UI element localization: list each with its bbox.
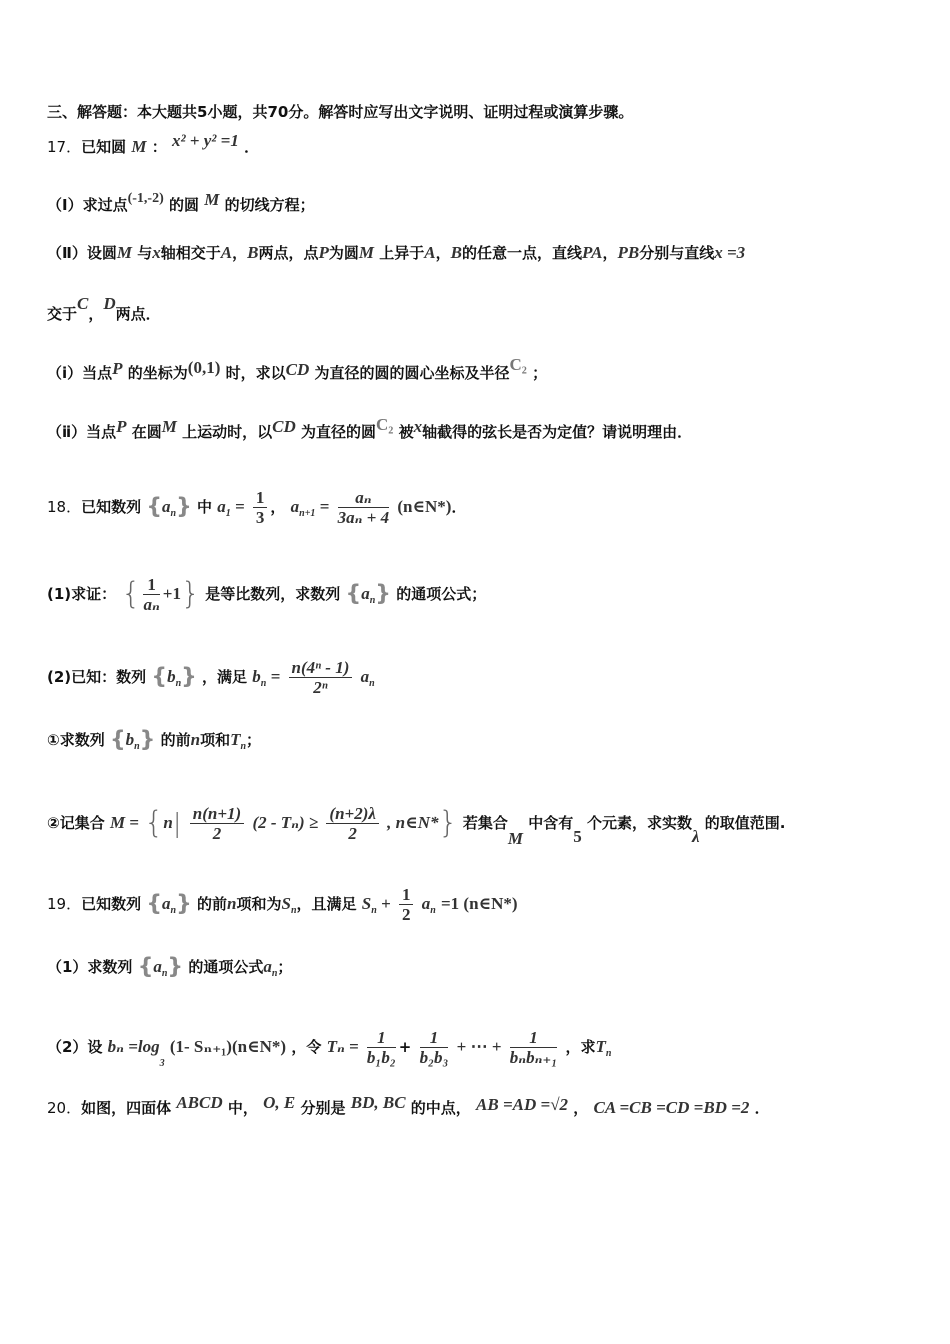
point: (-1,-2) [127,191,164,206]
q17-part2-cont: 交于C，D两点． [47,294,161,323]
q17-sub-ii: （ⅱ）当点P 在圆M 上运动时，以CD 为直径的圆C₂ 被x轴截得的弦长是否为定值？请说明理由． [47,415,693,441]
circle-name: M [131,137,147,156]
line-equation: x =3 [714,243,746,262]
q18-part2: (2)已知：数列 $\{b_n\}$ ，满足 $b_n$ = $\frac{\text{n(4ⁿ - 1)}}{\text{2ⁿ}}$ $a_n$ [47,658,375,697]
q17-part2: （Ⅱ）设圆M 与x轴相交于A，B两点，点P为圆M 上异于A，B的任意一点，直线PA，PB分别与直线x =3 [47,243,746,262]
question-number: 17． [47,138,82,156]
q17-sub-i: （ⅰ）当点P 的坐标为(0,1) 时，求以CD 为直径的圆的圆心坐标及半径C₂ ； [47,355,548,382]
q20-stem: 20．如图，四面体 ABCD 中， O, E 分别是 BD, BC 的中点， AB =AD =√2 ， CA =CB =CD =BD =2 ． [47,1093,770,1117]
q19-part2: （2）设 $b_n =\log_3$ (1- Sₙ₊₁)(n∈N*) ，令 Tₙ = $\frac{1}{\text{b₁b₂}}$ + $\frac{1}{\text{b₂b₃}}$ + ⋯ + $\frac{1}{\text{bₙbₙ₊₁}}$ ，求$T_n$ [47,1028,612,1069]
q18-stem: 18．已知数列 $\{a_n\}$ 中 $a_1$ = $\frac{1}{3}$ ， $a_{n+1}$ = $\frac{\text{aₙ}}{\text{3aₙ + 4}}$ (n∈N*)． [47,488,467,527]
q18-sub1: ①求数列 $\{b_n\}$ 的前n项和$T_n$； [47,727,262,753]
q17-stem: 17．已知圆 M ： x² + y² =1 ． [47,131,260,156]
q18-sub2: ②记集合 M = {n| $\frac{n(n+1)}{2}$ (2 - Tₙ) ≥ $\frac{(n+2)\lambda}{2}$ , n∈N*} 若集合M 中含有5 个元素，求实数λ 的取值范围. [47,804,786,848]
q18-part1: (1)求证： { $\frac{1}{\text{aₙ}}$ +1} 是等比数列，求数列 $\{a_n\}$ 的通项公式； [47,575,487,614]
circle-equation: x² + y² =1 [171,131,239,150]
section-header: 三、解答题：本大题共5小题，共70分。解答时应写出文字说明、证明过程或演算步骤。 [47,103,634,121]
q19-part1: （1）求数列 $\{a_n\}$ 的通项公式$a_n$； [47,954,293,980]
q19-stem: 19．已知数列 $\{a_n\}$ 的前n项和为$S_n$，且满足 $S_n$ + $\frac{1}{2}$ $a_n =1$ (n∈N*) [47,885,518,924]
q17-part1: （Ⅰ）求过点(-1,-2) 的圆 M 的切线方程； [47,190,315,214]
